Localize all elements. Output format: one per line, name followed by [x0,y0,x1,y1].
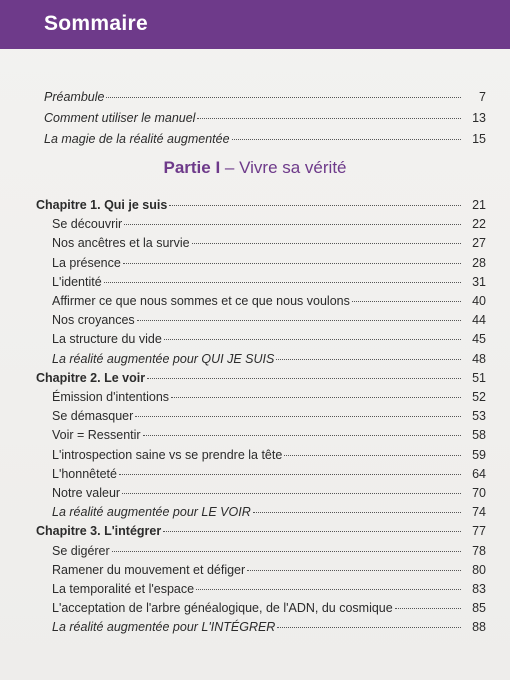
intro-label: Préambule [44,90,105,104]
entry-label: Affirmer ce que nous sommes et ce que nous voulons [52,294,350,308]
entry-label: L'introspection saine vs se prendre la tête [52,447,283,462]
entry-page-number: 21 [472,198,486,212]
entry-item [52,426,486,444]
dot-leader [196,589,461,590]
entry-item [52,503,486,521]
entry-item [52,311,486,329]
entry-page-number: 53 [472,409,486,424]
entry-page-number: 64 [472,466,486,481]
entry-label: L'honnêteté [52,466,117,481]
dot-leader [164,339,461,340]
dot-leader [395,608,461,609]
entry-page-number: 78 [472,543,486,558]
entry-label: La réalité augmentée pour L'INTÉGRER [52,620,276,635]
dot-leader [123,263,461,264]
entry-page-number: 83 [472,582,486,596]
entry-item [52,484,486,502]
dot-leader [192,243,461,244]
entry-item [52,580,486,598]
entry-item [52,254,486,272]
dot-leader [104,282,461,283]
entry-page-number: 58 [472,428,486,443]
entry-page-number: 45 [472,332,486,347]
part-suffix: – Vivre sa vérité [224,158,347,177]
entry-label: Chapitre 3. L'intégrer [36,524,162,539]
entry-item [36,522,486,540]
entry-label: Se découvrir [52,217,123,232]
entry-page-number: 28 [472,255,486,270]
entry-label: L'identité [52,274,102,289]
dot-leader [147,378,461,379]
entry-label: Chapitre 1. Qui je suis [36,198,168,212]
entry-label: La présence [52,255,121,270]
dot-leader [143,435,461,436]
entry-item [52,215,486,233]
page-title: Sommaire [44,12,148,35]
entry-page-number: 52 [472,390,486,404]
entry-label: Ramener du mouvement et défiger [52,562,246,577]
entry-page-number: 51 [472,370,486,385]
intro-item [44,88,486,106]
entry-item [52,273,486,291]
part-title [0,158,510,178]
entry-page-number: 48 [472,351,486,366]
intro-item [44,130,486,148]
entry-page-number: 22 [472,217,486,232]
entry-item [52,599,486,617]
entry-item [36,369,486,387]
intro-label: Comment utiliser le manuel [44,111,196,125]
dot-leader [122,493,461,494]
entry-item [52,618,486,636]
entry-label: Nos ancêtres et la survie [52,236,190,251]
entry-page-number: 40 [472,294,486,308]
entry-item [52,388,486,406]
dot-leader [112,551,461,552]
entry-label: La temporalité et l'espace [52,582,195,596]
entry-page-number: 85 [472,601,486,616]
dot-leader [137,320,461,321]
entry-item [52,234,486,252]
dot-leader [106,97,461,98]
entry-page-number: 70 [472,486,486,500]
entry-item [52,292,486,310]
dot-leader [284,455,461,456]
entry-page-number: 27 [472,236,486,251]
dot-leader [232,139,461,140]
intro-page-number: 7 [479,90,486,104]
entry-item [52,465,486,483]
entry-page-number: 88 [472,620,486,635]
dot-leader [247,570,461,571]
dot-leader [197,118,461,119]
entry-page-number: 74 [472,505,486,520]
dot-leader [124,224,461,225]
dot-leader [135,416,461,417]
entry-label: Voir = Ressentir [52,428,141,443]
entry-page-number: 59 [472,447,486,462]
entry-label: Nos croyances [52,313,135,328]
entry-label: Se démasquer [52,409,134,424]
entry-item [52,446,486,464]
intro-page-number: 15 [472,132,486,146]
intro-label: La magie de la réalité augmentée [44,132,230,146]
entry-page-number: 77 [472,524,486,539]
entry-label: La réalité augmentée pour QUI JE SUIS [52,351,275,366]
entry-label: Se digérer [52,543,110,558]
intro-item [44,109,486,127]
entry-item [52,407,486,425]
dot-leader [169,205,461,206]
dot-leader [277,627,461,628]
part-prefix: Partie I [163,158,221,177]
entry-page-number: 44 [472,313,486,328]
entry-label: Émission d'intentions [52,390,170,404]
entry-label: Chapitre 2. Le voir [36,370,146,385]
entry-item [36,196,486,214]
dot-leader [163,531,461,532]
entry-label: Notre valeur [52,486,121,500]
dot-leader [171,397,461,398]
intro-page-number: 13 [472,111,486,125]
entry-label: La structure du vide [52,332,162,347]
dot-leader [119,474,461,475]
entry-item [52,542,486,560]
entry-item [52,561,486,579]
entry-page-number: 31 [472,274,486,289]
entry-item [52,350,486,368]
entry-label: La réalité augmentée pour LE VOIR [52,505,251,520]
dot-leader [352,301,461,302]
entry-label: L'acceptation de l'arbre généalogique, de l'ADN, du cosmique [52,601,393,616]
entry-page-number: 80 [472,562,486,577]
dot-leader [253,512,461,513]
header-band [0,0,510,49]
dot-leader [276,359,461,360]
entry-item [52,330,486,348]
